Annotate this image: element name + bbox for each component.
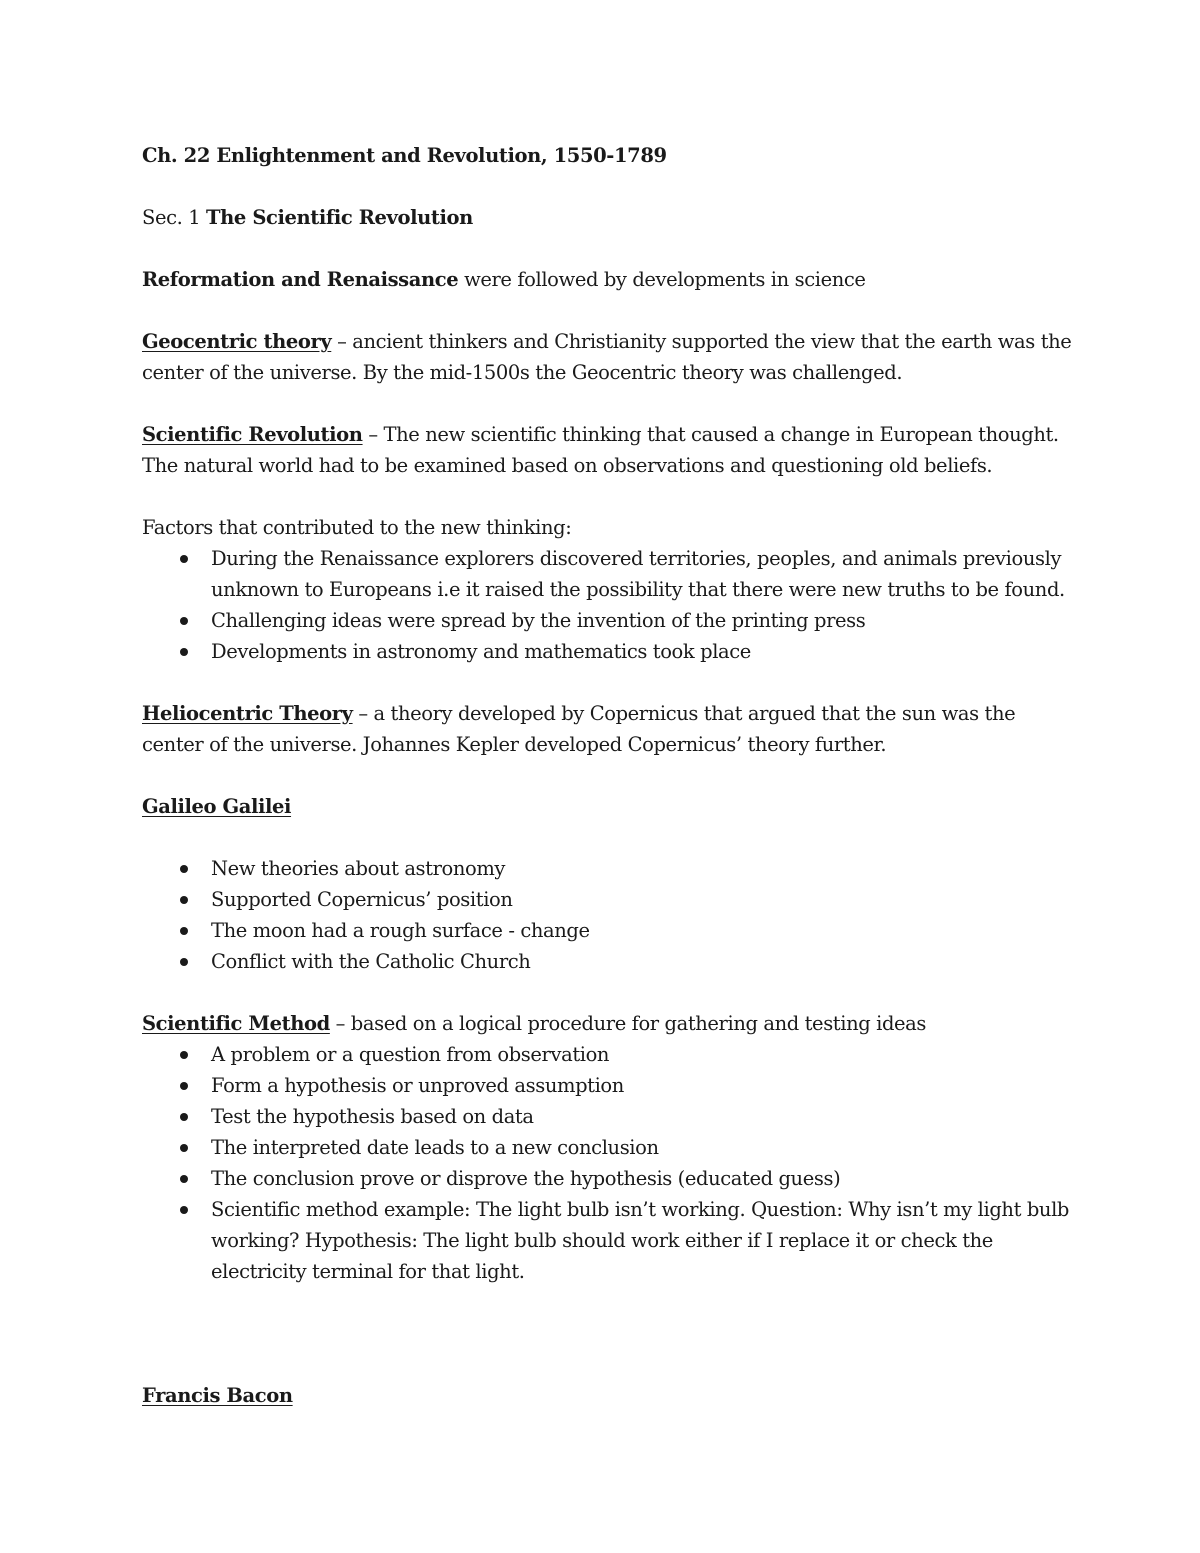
list-item-text: The conclusion prove or disprove the hypothesis (educated guess) bbox=[211, 1167, 841, 1190]
scientific-method-line bbox=[142, 1008, 1072, 1039]
list-item bbox=[142, 946, 1072, 977]
list-item-text: New theories about astronomy bbox=[211, 857, 506, 880]
geocentric-paragraph bbox=[142, 326, 1072, 388]
francis-bacon-heading: Francis Bacon bbox=[142, 1384, 293, 1407]
list-item bbox=[142, 884, 1072, 915]
bullet-icon bbox=[180, 648, 188, 656]
list-item bbox=[142, 1039, 1072, 1070]
heliocentric-term: Heliocentric Theory bbox=[142, 702, 353, 725]
bullet-icon bbox=[180, 1175, 188, 1183]
bullet-icon bbox=[180, 617, 188, 625]
list-item-text: Form a hypothesis or unproved assumption bbox=[211, 1074, 624, 1097]
bullet-icon bbox=[180, 958, 188, 966]
list-item-text: The interpreted date leads to a new conclusion bbox=[211, 1136, 659, 1159]
section-prefix: Sec. 1 bbox=[142, 206, 207, 229]
galileo-list bbox=[142, 853, 1072, 977]
scientific-method-term: Scientific Method bbox=[142, 1012, 330, 1035]
list-item bbox=[142, 1070, 1072, 1101]
scientific-method-list bbox=[142, 1039, 1072, 1287]
bullet-icon bbox=[180, 1082, 188, 1090]
list-item bbox=[142, 853, 1072, 884]
list-item bbox=[142, 1163, 1072, 1194]
bullet-icon bbox=[180, 927, 188, 935]
list-item bbox=[142, 636, 1072, 667]
bullet-icon bbox=[180, 896, 188, 904]
chapter-title: Ch. 22 Enlightenment and Revolution, 1550-1789 bbox=[142, 144, 667, 167]
list-item-text: Supported Copernicus’ position bbox=[211, 888, 513, 911]
list-item bbox=[142, 543, 1072, 605]
list-item bbox=[142, 1132, 1072, 1163]
intro-bold: Reformation and Renaissance bbox=[142, 268, 459, 291]
list-item bbox=[142, 605, 1072, 636]
bullet-icon bbox=[180, 1144, 188, 1152]
list-item bbox=[142, 1101, 1072, 1132]
section-heading bbox=[142, 202, 1072, 233]
heliocentric-definition: – a theory developed by Copernicus that argued that the sun was the center of the universe. Johannes Kepler developed Copernicus’ theory further. bbox=[142, 702, 1016, 756]
intro-rest: were followed by developments in science bbox=[458, 268, 866, 291]
bullet-icon bbox=[180, 555, 188, 563]
scientific-revolution-term: Scientific Revolution bbox=[142, 423, 363, 446]
bullet-icon bbox=[180, 1113, 188, 1121]
list-item-text: A problem or a question from observation bbox=[211, 1043, 610, 1066]
list-item-text: Developments in astronomy and mathematics took place bbox=[211, 640, 751, 663]
bullet-icon bbox=[180, 1051, 188, 1059]
list-item-text: Scientific method example: The light bulb isn’t working. Question: Why isn’t my light bulb working? Hypothesis: The light bulb should work either if I replace it or check the electricity terminal for that light. bbox=[211, 1198, 1069, 1283]
list-item-text: Challenging ideas were spread by the invention of the printing press bbox=[211, 609, 866, 632]
list-item-text: The moon had a rough surface - change bbox=[211, 919, 590, 942]
document-page bbox=[142, 140, 1072, 1411]
geocentric-definition: – ancient thinkers and Christianity supported the view that the earth was the center of the universe. By the mid-1500s the Geocentric theory was challenged. bbox=[142, 330, 1072, 384]
factors-heading: Factors that contributed to the new thinking: bbox=[142, 516, 572, 539]
list-item-text: Conflict with the Catholic Church bbox=[211, 950, 531, 973]
scientific-method-definition: – based on a logical procedure for gathering and testing ideas bbox=[329, 1012, 927, 1035]
list-item-text: During the Renaissance explorers discovered territories, peoples, and animals previously unknown to Europeans i.e it raised the possibility that there were new truths to be found. bbox=[211, 547, 1065, 601]
list-item bbox=[142, 1194, 1072, 1287]
factors-list bbox=[142, 543, 1072, 667]
heliocentric-paragraph bbox=[142, 698, 1072, 760]
scientific-revolution-paragraph bbox=[142, 419, 1072, 481]
geocentric-term: Geocentric theory bbox=[142, 330, 332, 353]
intro-line bbox=[142, 264, 1072, 295]
scientific-revolution-definition: – The new scientific thinking that caused a change in European thought. The natural world had to be examined based on observations and questioning old beliefs. bbox=[142, 423, 1059, 477]
list-item-text: Test the hypothesis based on data bbox=[211, 1105, 534, 1128]
galileo-heading: Galileo Galilei bbox=[142, 795, 292, 818]
bullet-icon bbox=[180, 1206, 188, 1214]
bullet-icon bbox=[180, 865, 188, 873]
list-item bbox=[142, 915, 1072, 946]
section-title: The Scientific Revolution bbox=[206, 206, 473, 229]
